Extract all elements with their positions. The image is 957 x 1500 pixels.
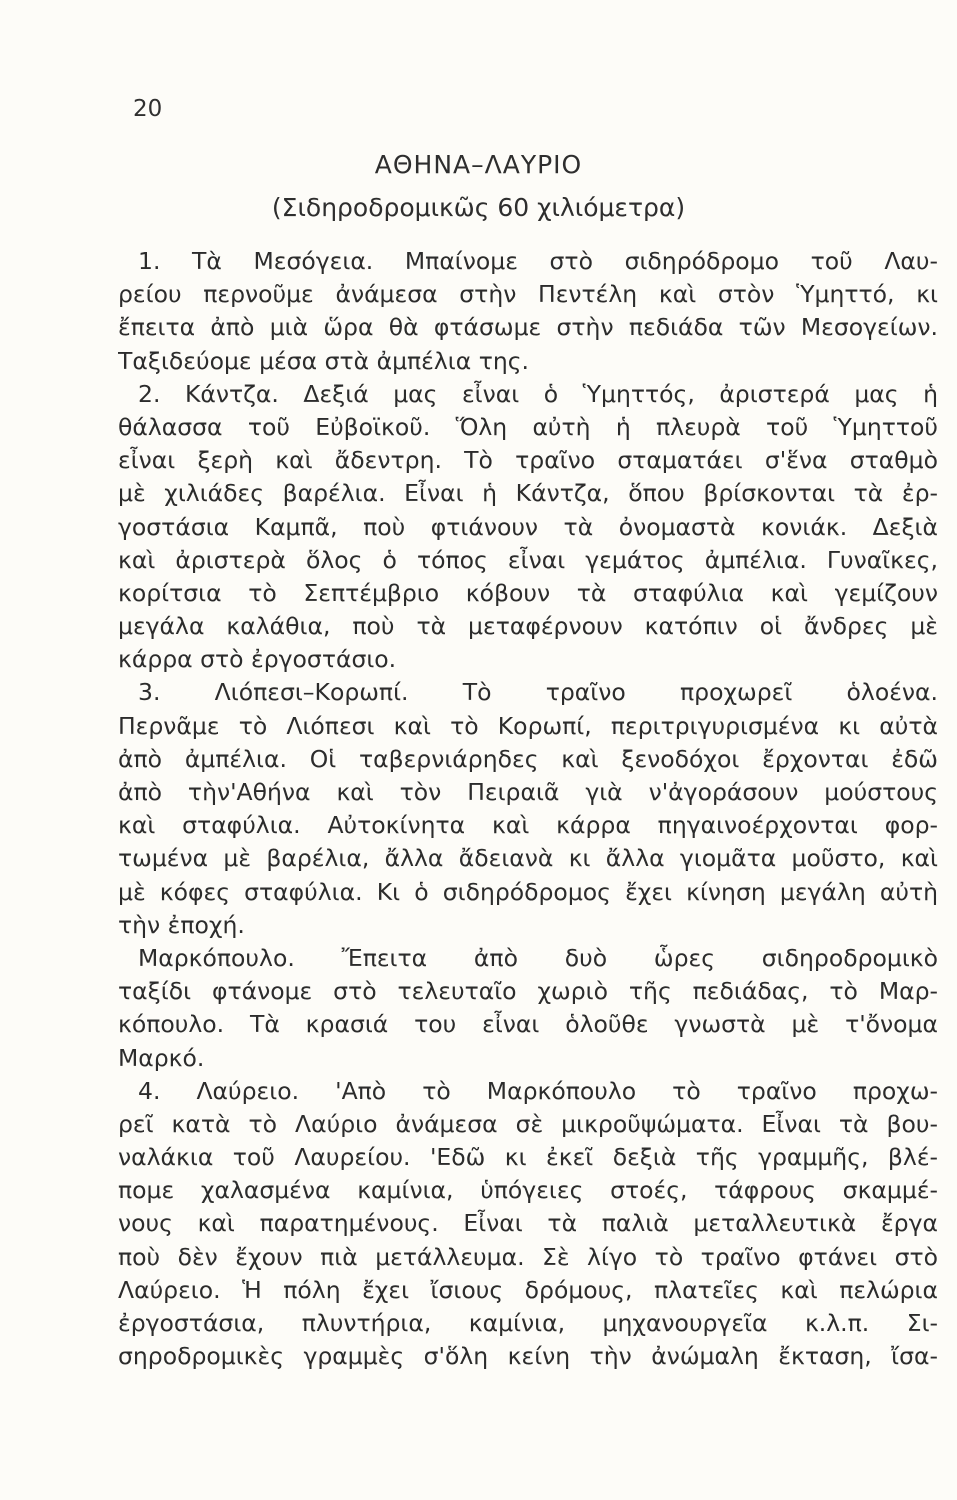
text-line: Μαρκό. (118, 1043, 205, 1072)
text-line: ἀπὸ ἀμπέλια. Οἱ ταβερνιάρηδες καὶ ξενοδόχοι ἔρχονται ἐδῶ (118, 744, 938, 773)
text-line: τωμένα μὲ βαρέλια, ἄλλα ἄδειανὰ κι ἄλλα γιομᾶτα μοῦστο, καὶ (118, 844, 938, 873)
text-line: πομε χαλασμένα καμίνια, ὑπόγειες στοές, τάφρους σκαμμέ- (118, 1176, 938, 1205)
text-line: κάρρα στὸ ἐργοστάσιο. (118, 645, 397, 674)
text-line: ποὺ δὲν ἔχουν πιὰ μετάλλευμα. Σὲ λίγο τὸ τραῖνο φτάνει στὸ (118, 1242, 938, 1271)
text-line: Μαρκόπουλο. Ἔπειτα ἀπὸ δυὸ ὧρες σιδηροδρομικὸ (138, 943, 938, 972)
text-line: ρείου περνοῦμε ἀνάμεσα στὴν Πεντέλη καὶ στὸν Ὑμηττό, κι (118, 280, 938, 309)
text-line: σηροδρομικὲς γραμμὲς σ'ὅλη κείνη τὴν ἀνώμαλη ἔκταση, ἴσα- (118, 1342, 938, 1371)
text-line: καὶ ἀριστερὰ ὅλος ὁ τόπος εἶναι γεμάτος ἀμπέλια. Γυναῖκες, (118, 545, 938, 574)
text-line: Λαύρειο. Ἡ πόλη ἔχει ἴσιους δρόμους, πλατεῖες καὶ πελώρια (118, 1275, 938, 1304)
text-line: ἀπὸ τὴν'Αθήνα καὶ τὸν Πειραιᾶ γιὰ ν'ἀγοράσουν μούστους (118, 778, 938, 806)
text-line: Ταξιδεύομε μέσα στὰ ἀμπέλια της. (118, 346, 530, 375)
text-line: νους καὶ παρατημένους. Εἶναι τὰ παλιὰ μεταλλευτικὰ ἔργα (118, 1209, 938, 1238)
page-number: 20 (133, 96, 163, 122)
text-line: μεγάλα καλάθια, ποὺ τὰ μεταφέρνουν κατόπιν οἱ ἄνδρες μὲ (118, 612, 938, 641)
text-line: μὲ κόφες σταφύλια. Κι ὁ σιδηρόδρομος ἔχει κίνηση μεγάλη αὐτὴ (118, 877, 938, 906)
text-line: εἶναι ξερὴ καὶ ἄδεντρη. Τὸ τραῖνο σταματάει σ'ἕνα σταθμὸ (118, 446, 938, 475)
text-line: ἐργοστάσια, πλυντήρια, καμίνια, μηχανουργεῖα κ.λ.π. Σι- (118, 1309, 938, 1337)
text-line: ρεῖ κατὰ τὸ Λαύριο ἀνάμεσα σὲ μικροῦψώματα. Εἶναι τὰ βου- (118, 1109, 938, 1138)
chapter-title: ΑΘΗΝΑ–ΛΑΥΡΙΟ (374, 150, 583, 179)
text-line: καὶ σταφύλια. Αὐτοκίνητα καὶ κάρρα πηγαινοέρχονται φορ- (118, 811, 938, 840)
text-line: τὴν ἐποχή. (118, 910, 245, 939)
chapter-subtitle: (Σιδηροδρομικῶς 60 χιλιόμετρα) (271, 193, 686, 222)
text-line: μὲ χιλιάδες βαρέλια. Εἶναι ἡ Κάντζα, ὅπου βρίσκονται τὰ ἐρ- (118, 479, 938, 508)
body-text (118, 245, 938, 1373)
text-line: ἔπειτα ἀπὸ μιὰ ὥρα θὰ φτάσωμε στὴν πεδιάδα τῶν Μεσογείων. (118, 313, 938, 342)
text-line: 1. Τὰ Μεσόγεια. Μπαίνομε στὸ σιδηρόδρομο τοῦ Λαυ- (138, 247, 938, 275)
text-line: κόπουλο. Τὰ κρασιά του εἶναι ὁλοῦθε γνωστὰ μὲ τ'ὄνομα (118, 1010, 938, 1039)
text-line: ταξίδι φτάνομε στὸ τελευταῖο χωριὸ τῆς πεδιάδας, τὸ Μαρ- (118, 977, 938, 1006)
text-line: θάλασσα τοῦ Εὐβοϊκοῦ. Ὅλη αὐτὴ ἡ πλευρὰ τοῦ Ὑμηττοῦ (118, 412, 938, 441)
text-line: Περνᾶμε τὸ Λιόπεσι καὶ τὸ Κορωπί, περιτριγυρισμένα κι αὐτὰ (118, 711, 938, 740)
text-line: 2. Κάντζα. Δεξιά μας εἶναι ὁ Ὑμηττός, ἀριστερά μας ἡ (138, 379, 938, 408)
text-line: ναλάκια τοῦ Λαυρείου. 'Εδῶ κι ἐκεῖ δεξιὰ τῆς γραμμῆς, βλέ- (118, 1143, 938, 1172)
text-line: 4. Λαύρειο. 'Απὸ τὸ Μαρκόπουλο τὸ τραῖνο προχω- (138, 1076, 938, 1105)
text-line: γοστάσια Καμπᾶ, ποὺ φτιάνουν τὰ ὀνομαστὰ κονιάκ. Δεξιὰ (118, 512, 938, 541)
text-line: κορίτσια τὸ Σεπτέμβριο κόβουν τὰ σταφύλια καὶ γεμίζουν (118, 578, 938, 607)
text-line: 3. Λιόπεσι–Κορωπί. Τὸ τραῖνο προχωρεῖ ὁλοένα. (138, 678, 938, 707)
